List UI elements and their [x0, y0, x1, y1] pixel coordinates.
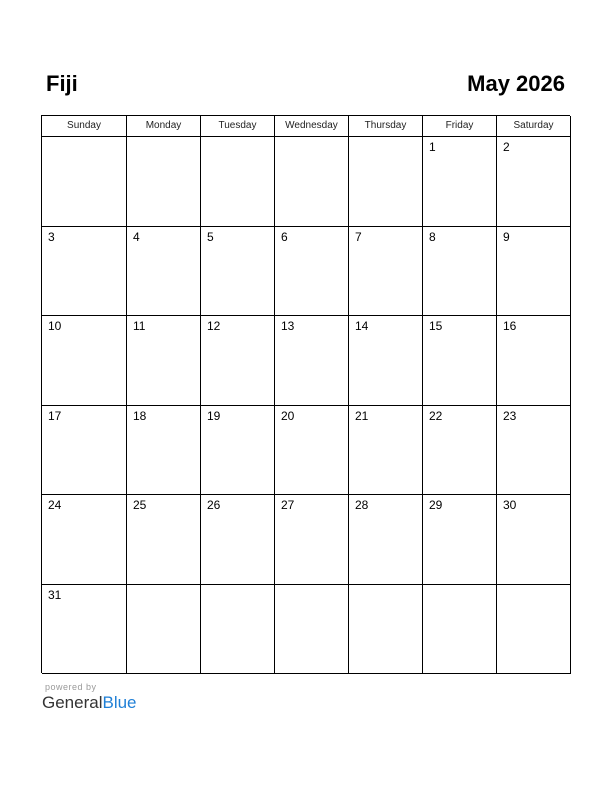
day-cell-13 [275, 316, 349, 406]
day-cell-19 [201, 406, 275, 496]
day-number: 24 [48, 498, 62, 512]
day-cell-30 [497, 495, 571, 585]
day-number: 7 [355, 229, 362, 244]
empty-day-cell [497, 585, 571, 675]
day-cell-12 [201, 316, 275, 406]
day-number: 19 [207, 408, 221, 423]
day-cell-31 [42, 585, 127, 675]
day-number: 16 [503, 319, 517, 333]
day-cell-14 [349, 316, 423, 406]
day-number: 27 [281, 498, 295, 512]
day-cell-4 [127, 227, 201, 317]
day-cell-21 [349, 406, 423, 496]
brand-blue-text: Blue [102, 693, 137, 712]
day-number: 6 [281, 229, 288, 244]
day-number: 21 [355, 408, 369, 423]
day-cell-9 [497, 227, 571, 317]
day-cell-3 [42, 227, 127, 317]
weekday-header-friday: Friday [423, 116, 497, 137]
day-cell-8 [423, 227, 497, 317]
powered-by-label: powered by [45, 682, 97, 692]
empty-day-cell [349, 137, 423, 227]
day-number: 31 [48, 587, 62, 602]
empty-day-cell [349, 585, 423, 675]
day-number: 8 [429, 229, 436, 244]
day-cell-10 [42, 316, 127, 406]
day-number: 12 [207, 319, 221, 333]
day-number: 29 [429, 498, 443, 512]
day-number: 20 [281, 408, 295, 423]
day-cell-2 [497, 137, 571, 227]
day-cell-16 [497, 316, 571, 406]
weekday-header-sunday: Sunday [42, 116, 127, 137]
weekday-header-wednesday: Wednesday [275, 116, 349, 137]
empty-day-cell [201, 585, 275, 675]
day-number: 3 [48, 229, 55, 244]
day-cell-6 [275, 227, 349, 317]
calendar-grid [41, 115, 570, 673]
empty-day-cell [275, 137, 349, 227]
day-number: 9 [503, 229, 510, 244]
day-number: 5 [207, 229, 214, 244]
weekday-header-monday: Monday [127, 116, 201, 137]
day-number: 4 [133, 229, 140, 244]
day-number: 17 [48, 408, 62, 423]
day-cell-24 [42, 495, 127, 585]
weekday-header-tuesday: Tuesday [201, 116, 275, 137]
day-number: 18 [133, 408, 147, 423]
country-title: Fiji [46, 71, 78, 96]
empty-day-cell [201, 137, 275, 227]
day-number: 30 [503, 498, 517, 512]
day-number: 14 [355, 319, 369, 333]
weekday-header-saturday: Saturday [497, 116, 571, 137]
day-cell-7 [349, 227, 423, 317]
day-cell-20 [275, 406, 349, 496]
day-number: 13 [281, 319, 295, 333]
day-number: 28 [355, 498, 369, 512]
day-number: 25 [133, 498, 147, 512]
day-cell-22 [423, 406, 497, 496]
day-number: 26 [207, 498, 221, 512]
empty-day-cell [127, 137, 201, 227]
day-number: 10 [48, 319, 62, 333]
day-cell-23 [497, 406, 571, 496]
day-cell-29 [423, 495, 497, 585]
day-cell-26 [201, 495, 275, 585]
day-cell-25 [127, 495, 201, 585]
day-cell-11 [127, 316, 201, 406]
weekday-header-thursday: Thursday [349, 116, 423, 137]
day-number: 11 [133, 319, 146, 333]
empty-day-cell [42, 137, 127, 227]
day-cell-28 [349, 495, 423, 585]
day-cell-15 [423, 316, 497, 406]
day-cell-1 [423, 137, 497, 227]
day-number: 15 [429, 319, 443, 333]
day-number: 2 [503, 140, 510, 154]
empty-day-cell [275, 585, 349, 675]
brand-general-text: General [42, 693, 103, 712]
day-number: 23 [503, 408, 517, 423]
generalblue-logo[interactable] [42, 693, 137, 713]
month-year-title: May 2026 [467, 71, 565, 96]
day-cell-5 [201, 227, 275, 317]
empty-day-cell [423, 585, 497, 675]
day-number: 22 [429, 408, 443, 423]
day-cell-27 [275, 495, 349, 585]
day-cell-17 [42, 406, 127, 496]
empty-day-cell [127, 585, 201, 675]
day-number: 1 [429, 140, 436, 154]
day-cell-18 [127, 406, 201, 496]
